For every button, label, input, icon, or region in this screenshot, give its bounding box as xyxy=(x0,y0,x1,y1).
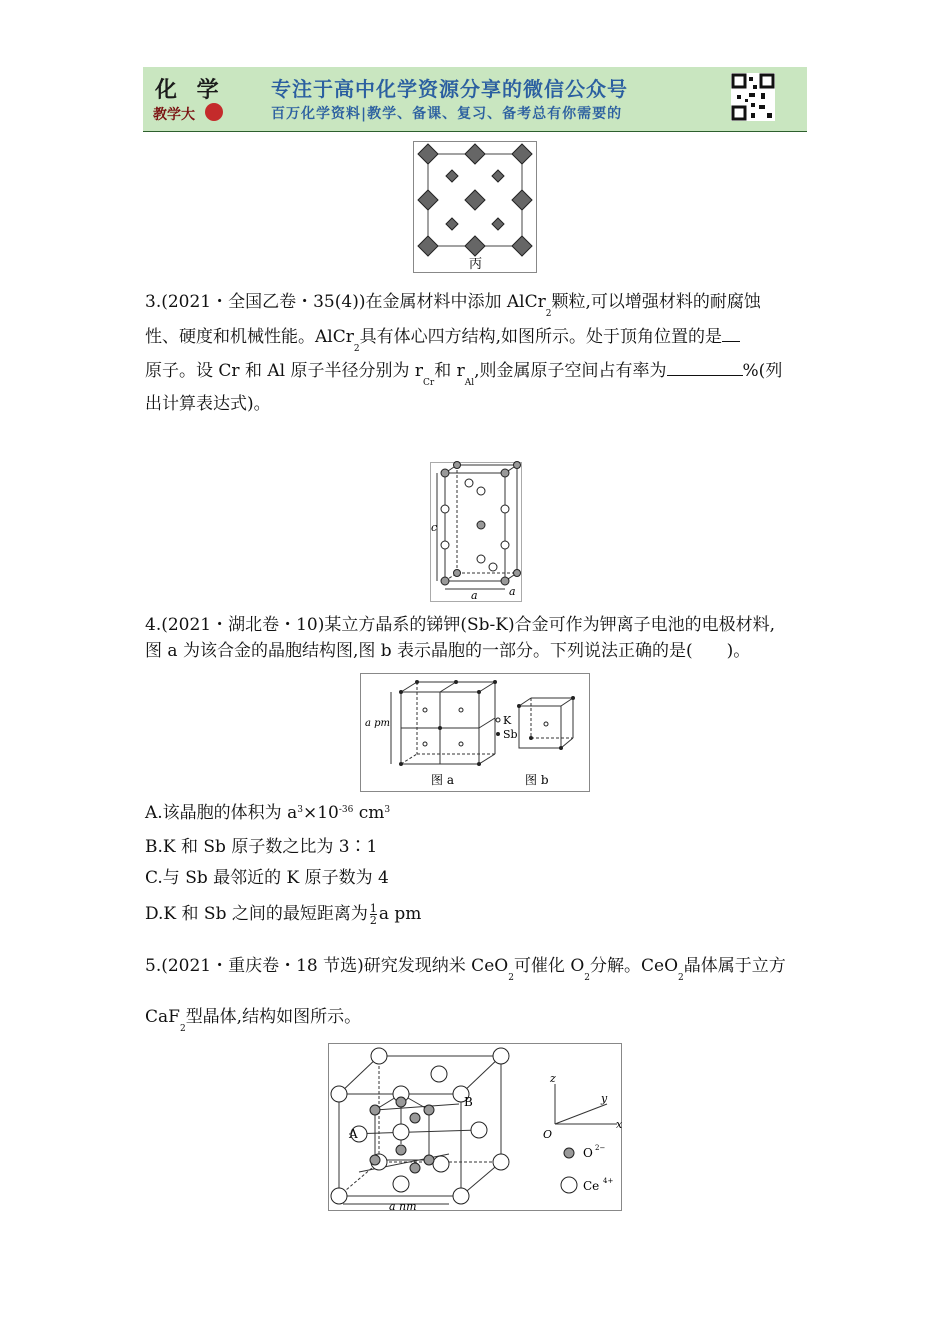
q5-text: CaF xyxy=(145,1007,180,1027)
label-apm: a pm xyxy=(365,718,391,729)
caption-fig-a: 图 a xyxy=(431,773,454,787)
logo-title: 化 学 xyxy=(155,77,225,103)
superscript: 3 xyxy=(384,805,391,815)
axis-y: y xyxy=(601,1092,608,1105)
axis-x: x xyxy=(616,1118,623,1131)
logo-seal-icon xyxy=(205,103,223,121)
banner-line-1: 专注于高中化学资源分享的微信公众号 xyxy=(271,77,628,101)
option-a[interactable] xyxy=(145,802,390,827)
q3-subscript: 2 xyxy=(353,344,360,354)
label-a: a xyxy=(509,585,516,598)
q3-text: ,则金属原子空间占有率为 xyxy=(474,361,667,381)
superscript: 3 xyxy=(297,805,303,815)
ceo2-structure-figure xyxy=(328,1043,622,1211)
label-B: B xyxy=(464,1095,473,1109)
logo-subtitle: 教学大 xyxy=(153,107,195,123)
axis-z: z xyxy=(550,1072,556,1085)
q5-subscript: 2 xyxy=(508,973,514,983)
q4-line-2: 图 a 为该合金的晶胞结构图,图 b 表示晶胞的一部分。下列说法正确的是( )。 xyxy=(145,641,751,661)
q3-line-4: 出计算表达式)。 xyxy=(145,394,271,414)
q3-text: %(列 xyxy=(742,361,783,381)
q3-subscript: 2 xyxy=(545,309,552,319)
axis-origin: O xyxy=(543,1128,553,1141)
q4-line-1: 4.(2021・湖北卷・10)某立方晶系的锑钾(Sb-K)合金可作为钾离子电池的电极材料, xyxy=(145,615,776,635)
legend-ce-charge: 4+ xyxy=(603,1177,614,1185)
label-c: c xyxy=(431,521,438,534)
label-a: a xyxy=(471,589,478,602)
legend-k: K xyxy=(503,714,512,727)
option-c[interactable]: C.与 Sb 最邻近的 K 原子数为 4 xyxy=(145,868,389,888)
q3-line-3 xyxy=(145,359,783,388)
q3-text: 和 r xyxy=(434,361,465,381)
q3-line-2 xyxy=(145,325,740,354)
q5-text: 分解。CeO xyxy=(590,956,679,976)
header-banner xyxy=(143,67,807,132)
q3-subscript: Al xyxy=(464,378,475,388)
q3-line-1 xyxy=(145,291,761,319)
qr-code-icon xyxy=(731,73,775,121)
option-d-text: D.K 和 Sb 之间的最短距离为 xyxy=(145,904,368,924)
legend-o: O xyxy=(583,1146,593,1160)
option-b[interactable]: B.K 和 Sb 原子数之比为 3∶1 xyxy=(145,837,378,857)
q3-subscript: Cr xyxy=(423,378,435,388)
fraction-denominator: 2 xyxy=(369,914,377,927)
answer-blank[interactable] xyxy=(667,359,743,376)
q5-text: 晶体属于立方 xyxy=(683,956,786,976)
q5-subscript: 2 xyxy=(678,973,684,983)
caption-fig-b: 图 b xyxy=(525,773,549,787)
crystal-figure-bing xyxy=(413,141,537,273)
fig1-caption: 丙 xyxy=(469,257,483,272)
q5-text: 可催化 O xyxy=(513,956,585,976)
legend-sb: Sb xyxy=(503,728,518,741)
banner-line-2: 百万化学资料|教学、备课、复习、备考总有你需要的 xyxy=(271,106,623,122)
legend-o-charge: 2− xyxy=(595,1144,606,1152)
label-A: A xyxy=(349,1127,358,1141)
fraction-numerator: 1 xyxy=(369,902,377,915)
option-a-text: cm xyxy=(353,803,385,823)
q5-line-1 xyxy=(145,955,786,983)
q3-text: 性、硬度和机械性能。AlCr xyxy=(145,327,354,347)
q5-line-2 xyxy=(145,1006,362,1034)
q3-text: 颗粒,可以增强材料的耐腐蚀 xyxy=(551,292,761,312)
q3-text: 具有体心四方结构,如图所示。处于顶角位置的是 xyxy=(359,327,722,347)
q3-text: 3.(2021・全国乙卷・35(4))在金属材料中添加 AlCr xyxy=(145,292,546,312)
q3-text: 原子。设 Cr 和 Al 原子半径分别为 r xyxy=(145,361,423,381)
q5-subscript: 2 xyxy=(584,973,591,983)
label-anm: a nm xyxy=(389,1200,417,1213)
option-a-text: ×10 xyxy=(302,803,339,823)
alcr2-structure-figure xyxy=(430,462,522,602)
sbk-crystal-figure xyxy=(360,673,590,792)
fraction xyxy=(370,903,377,926)
legend-ce: Ce xyxy=(583,1179,600,1193)
q5-text: 5.(2021・重庆卷・18 节选)研究发现纳米 CeO xyxy=(145,956,509,976)
answer-blank[interactable] xyxy=(722,325,740,342)
q5-subscript: 2 xyxy=(179,1024,186,1034)
option-a-text: A.该晶胞的体积为 a xyxy=(145,803,298,823)
superscript: -36 xyxy=(338,805,354,815)
option-d[interactable] xyxy=(145,903,421,926)
q5-text: 型晶体,结构如图所示。 xyxy=(185,1007,362,1027)
option-d-text: a pm xyxy=(378,904,422,924)
